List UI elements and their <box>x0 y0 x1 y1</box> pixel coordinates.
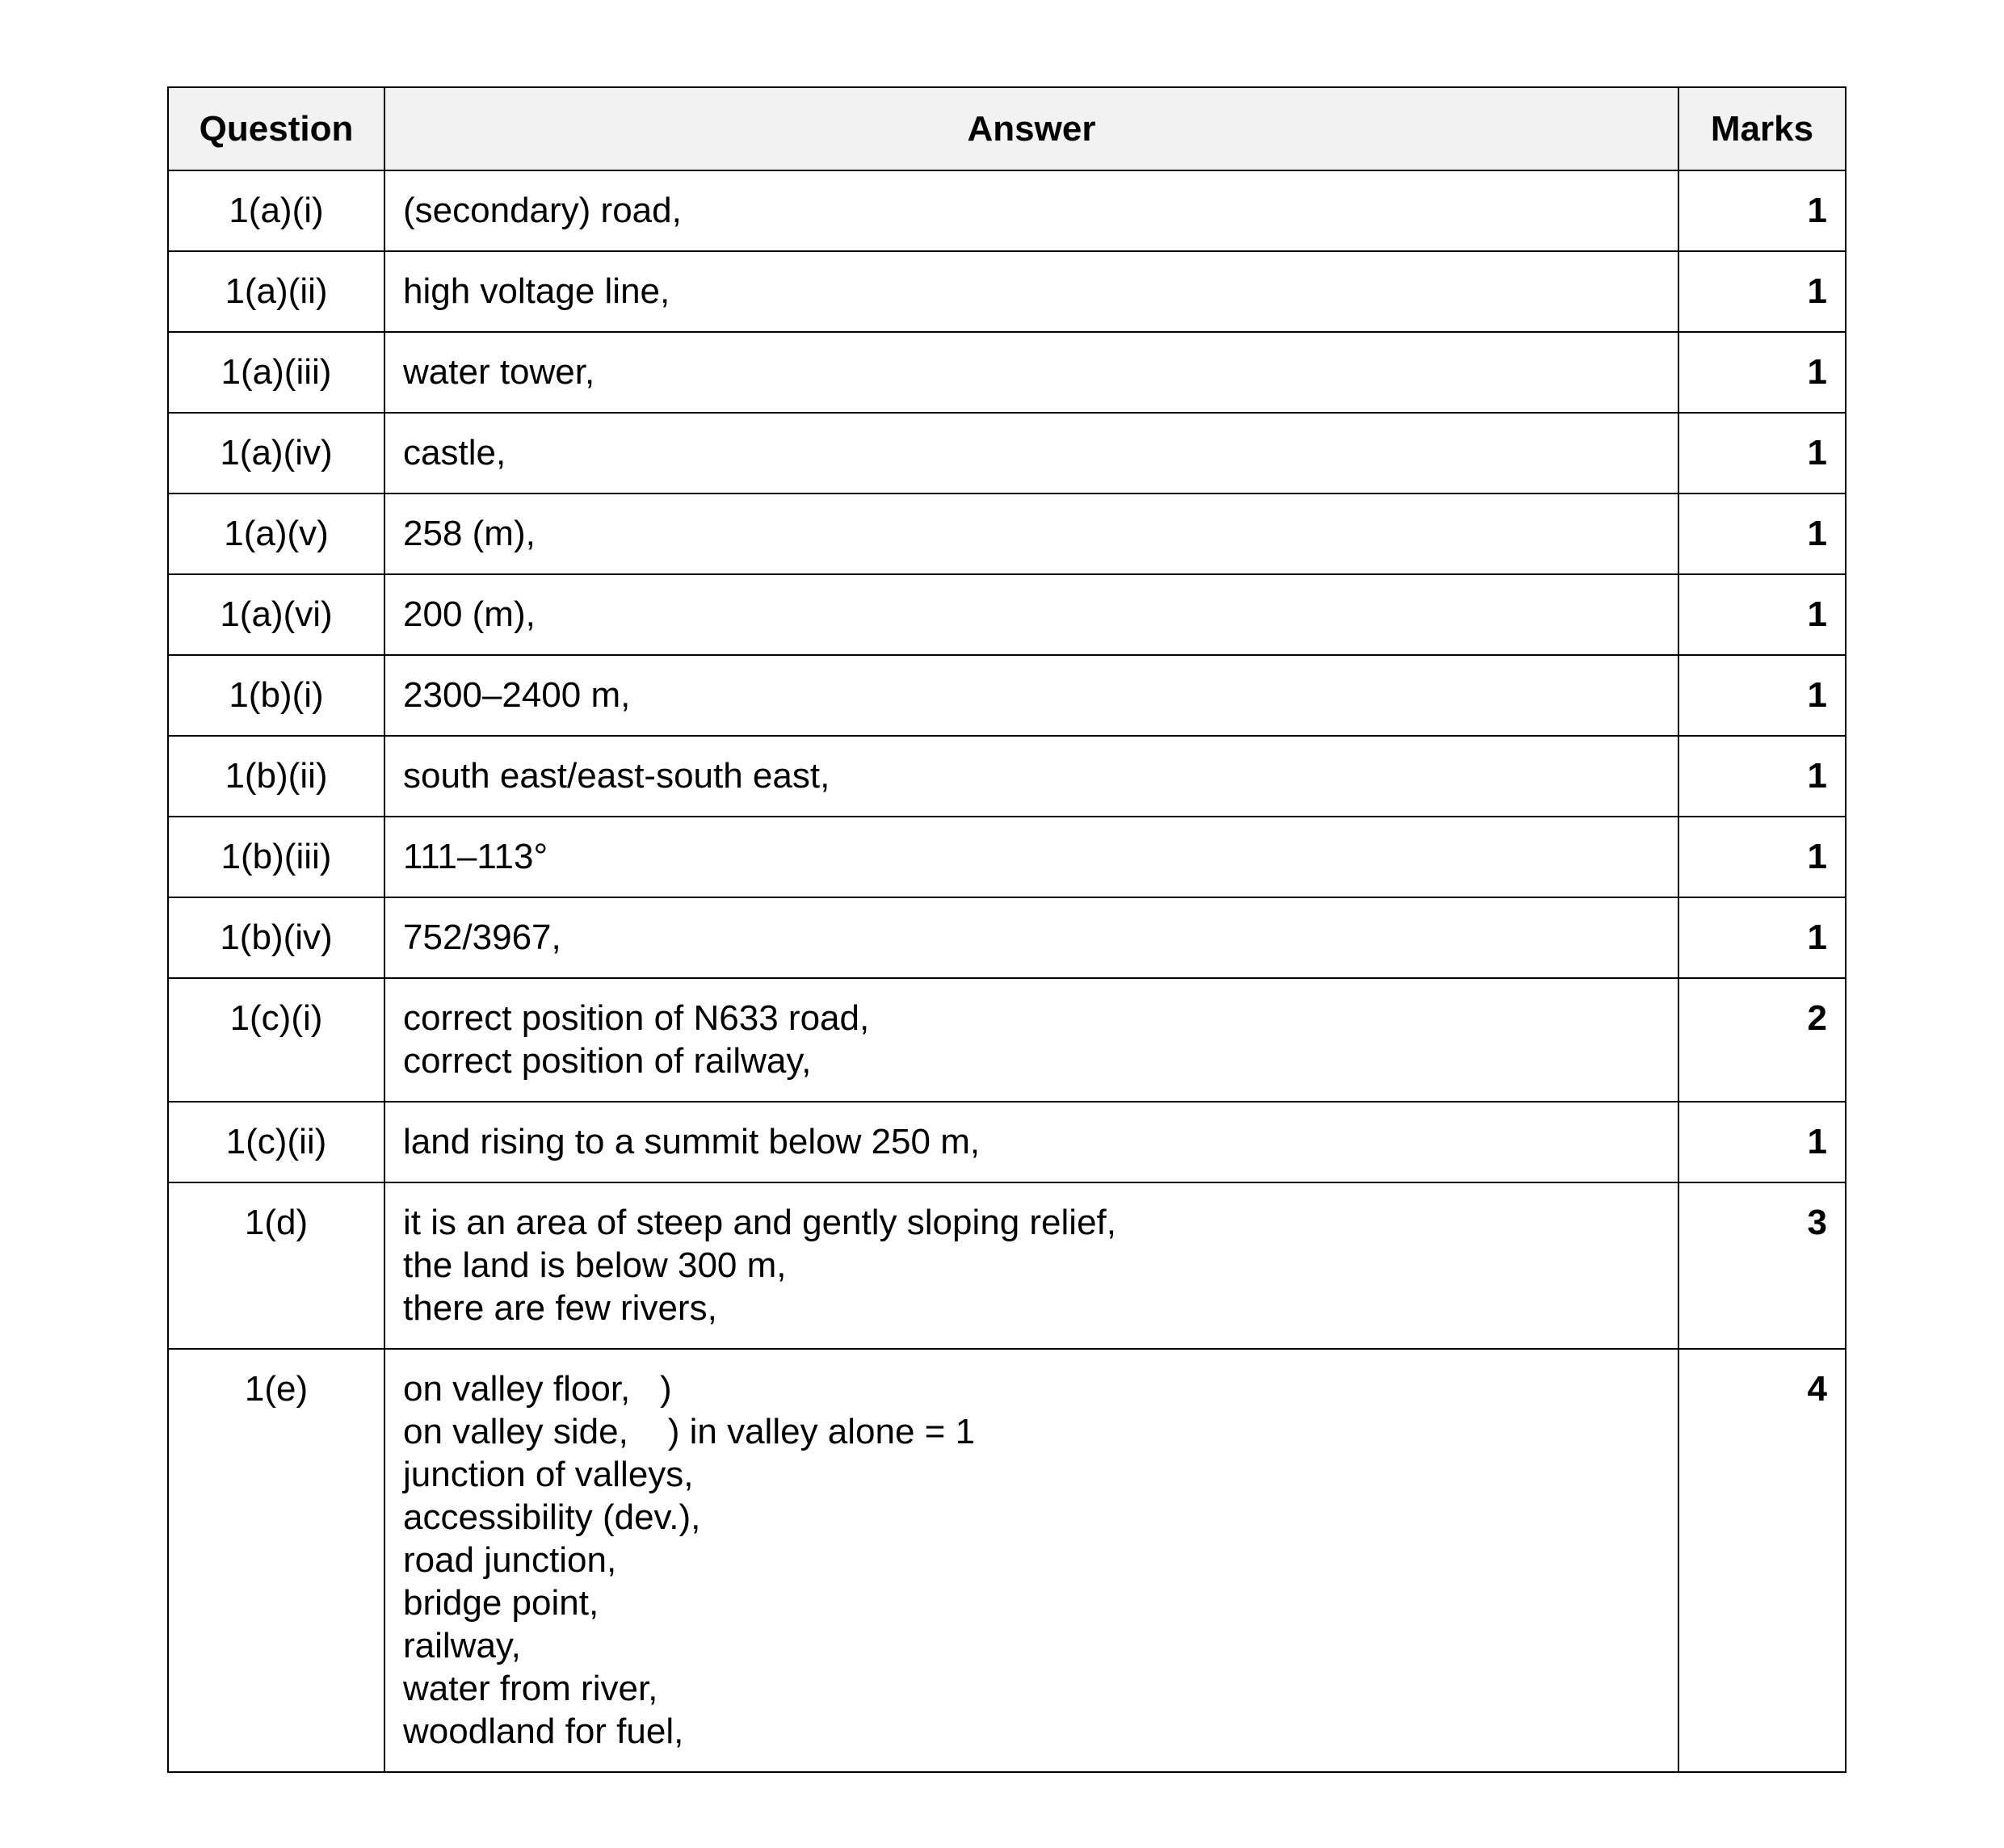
answer-line: castle, <box>403 433 506 472</box>
marks-cell: 4 <box>1678 1349 1846 1772</box>
question-cell: 1(b)(ii) <box>168 736 384 817</box>
question-cell: 1(c)(i) <box>168 978 384 1102</box>
question-cell: 1(a)(iv) <box>168 413 384 494</box>
table-row <box>168 413 1846 494</box>
table-row <box>168 574 1846 655</box>
answer-line: on valley side, ) in valley alone = 1 <box>403 1412 976 1451</box>
answer-line: road junction, <box>403 1540 617 1580</box>
marks-cell: 3 <box>1678 1182 1846 1349</box>
answer-line: junction of valleys, <box>403 1455 694 1494</box>
answer-line: (secondary) road, <box>403 191 682 230</box>
answer-cell <box>384 1102 1678 1182</box>
table-row <box>168 817 1846 897</box>
table-row <box>168 170 1846 251</box>
header-row <box>168 87 1846 170</box>
table-row <box>168 655 1846 736</box>
answer-line: high voltage line, <box>403 271 670 311</box>
answer-line: correct position of railway, <box>403 1041 812 1081</box>
marks-cell: 1 <box>1678 251 1846 332</box>
answer-line: correct position of N633 road, <box>403 998 870 1038</box>
mark-scheme-table <box>167 86 1846 1773</box>
answer-line: south east/east-south east, <box>403 756 830 796</box>
table-row <box>168 1182 1846 1349</box>
question-cell: 1(a)(vi) <box>168 574 384 655</box>
question-cell: 1(a)(iii) <box>168 332 384 413</box>
answer-cell <box>384 1182 1678 1349</box>
question-cell: 1(b)(i) <box>168 655 384 736</box>
marks-cell: 1 <box>1678 736 1846 817</box>
answer-line: it is an area of steep and gently sloping relief, <box>403 1203 1116 1242</box>
question-cell: 1(b)(iv) <box>168 897 384 978</box>
marks-cell: 1 <box>1678 1102 1846 1182</box>
answer-cell <box>384 494 1678 574</box>
answer-line: 2300–2400 m, <box>403 675 631 715</box>
answer-cell <box>384 978 1678 1102</box>
answer-cell <box>384 897 1678 978</box>
answer-cell <box>384 574 1678 655</box>
table-row <box>168 494 1846 574</box>
answer-cell <box>384 655 1678 736</box>
table-row <box>168 251 1846 332</box>
answer-cell <box>384 1349 1678 1772</box>
answer-line: accessibility (dev.), <box>403 1497 701 1537</box>
answer-cell <box>384 413 1678 494</box>
question-cell: 1(a)(i) <box>168 170 384 251</box>
answer-cell <box>384 170 1678 251</box>
question-cell: 1(a)(v) <box>168 494 384 574</box>
table-row <box>168 1349 1846 1772</box>
marks-cell: 1 <box>1678 170 1846 251</box>
marks-cell: 1 <box>1678 817 1846 897</box>
question-column-header: Question <box>168 87 384 170</box>
answer-line: the land is below 300 m, <box>403 1245 787 1285</box>
question-cell: 1(c)(ii) <box>168 1102 384 1182</box>
marks-cell: 1 <box>1678 494 1846 574</box>
answer-column-header: Answer <box>384 87 1678 170</box>
question-cell: 1(d) <box>168 1182 384 1349</box>
answer-line: woodland for fuel, <box>403 1712 684 1751</box>
answer-cell <box>384 251 1678 332</box>
marks-cell: 1 <box>1678 413 1846 494</box>
answer-line: there are few rivers, <box>403 1288 717 1328</box>
marks-cell: 2 <box>1678 978 1846 1102</box>
question-cell: 1(e) <box>168 1349 384 1772</box>
table-row <box>168 332 1846 413</box>
answer-line: 752/3967, <box>403 918 561 957</box>
answer-line: water tower, <box>403 352 595 392</box>
question-cell: 1(b)(iii) <box>168 817 384 897</box>
marks-column-header: Marks <box>1678 87 1846 170</box>
answer-line: 258 (m), <box>403 514 536 553</box>
answer-line: 111–113° <box>403 837 548 876</box>
marks-cell: 1 <box>1678 332 1846 413</box>
marks-cell: 1 <box>1678 897 1846 978</box>
answer-cell <box>384 736 1678 817</box>
table-row <box>168 897 1846 978</box>
marks-cell: 1 <box>1678 574 1846 655</box>
question-cell: 1(a)(ii) <box>168 251 384 332</box>
answer-cell <box>384 332 1678 413</box>
answer-line: railway, <box>403 1626 521 1665</box>
table-row <box>168 736 1846 817</box>
table-row <box>168 1102 1846 1182</box>
answer-line: land rising to a summit below 250 m, <box>403 1122 981 1161</box>
answer-cell <box>384 817 1678 897</box>
answer-line: bridge point, <box>403 1583 599 1623</box>
table-row <box>168 978 1846 1102</box>
marks-cell: 1 <box>1678 655 1846 736</box>
answer-line: 200 (m), <box>403 594 536 634</box>
answer-line: water from river, <box>403 1669 658 1708</box>
answer-line: on valley floor, ) <box>403 1369 672 1409</box>
